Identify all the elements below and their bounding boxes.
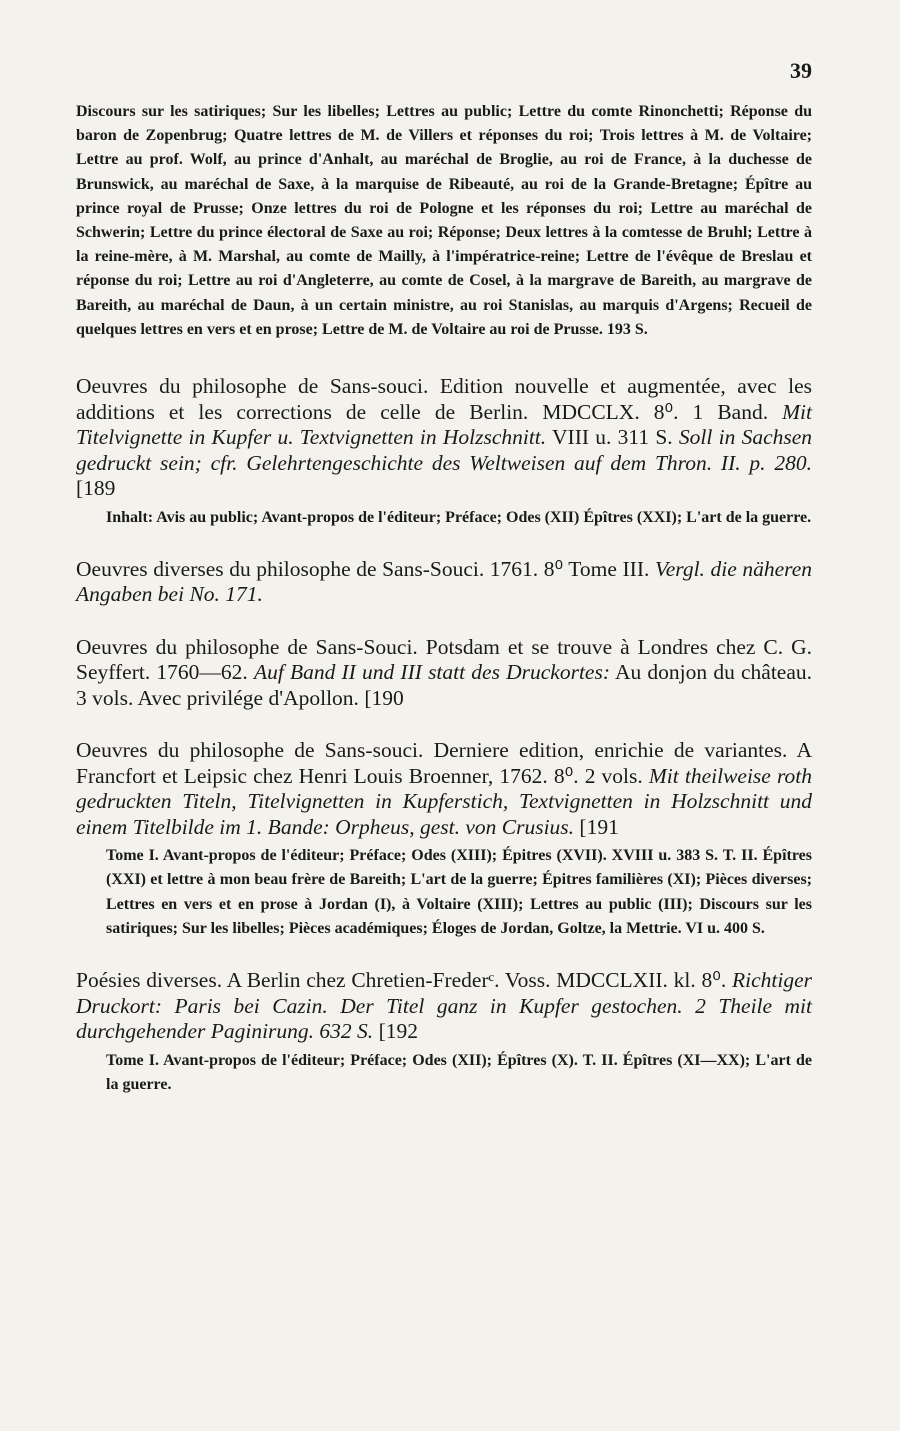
entry-191-contents: Tome I. Avant-propos de l'éditeur; Préface; Odes (XIII); Épitres (XVII). XVIII u. 383 S. T. II. Épîtres (XXI) et lettre à mon beau frère de Bareith; L'art de la guerre; Épitres familières (XI); Pièces diverses; Lettres en vers et en prose à Jordan (I), à Voltaire (XIII); Lettres au public (III); Discours sur les satiriques; Sur les libelles; Pièces académiques; Éloges de Jordan, Goltze, la Mettrie. VI u. 400 S.	[106, 847, 812, 937]
contents-text: Discours sur les satiriques; Sur les libelles; Lettres au public; Lettre du comte Rinonchetti; Réponse du baron de Zopenbrug; Quatre lettres de M. de Villers et réponses du roi; Trois lettres à M. de Voltaire; Lettre au prof. Wolf, au prince d'Anhalt, au maréchal de Broglie, au roi de France, à la duchesse de Brunswick, au maréchal de Saxe, à la marquise de Ribeauté, au roi de la Grande-Bretagne; Épître au prince royal de Prusse; Onze lettres du roi de Pologne et les réponses du roi; Lettre au maréchal de Schwerin; Lettre du prince électoral de Saxe au roi; Réponse; Deux lettres à la comtesse de Bruhl; Lettre à la reine-mère, à M. Marshal, au comte de Mailly, à l'impératrice-reine; Lettre de l'évêque de Breslau et réponse du roi; Lettre au roi d'Angleterre, au comte de Cosel, à la margrave de Bareith, au margrave de Bareith, au maréchal de Daun, à un certain ministre, au roi Stanislas, au marquis d'Argens; Recueil de quelques lettres en vers et en prose; Lettre de M. de Voltaire au roi de Prusse. 193 S.	[76, 103, 812, 338]
entry-189	[76, 374, 812, 502]
entry-192	[76, 968, 812, 1045]
entry-190-number: [190	[364, 685, 404, 710]
entry-192-note: Richtiger Druckort: Paris bei Cazin. Der Titel ganz in Kupfer gestochen. 2 Theile mit durchgehender Paginirung. 632 S.	[76, 968, 812, 1044]
entry-190-title: Oeuvres du philosophe de Sans-Souci. Potsdam et se trouve à Londres chez C. G. Seyffert. 1760—62.	[76, 634, 812, 685]
entry-191-number: [191	[579, 814, 619, 839]
entry-tome-3	[76, 557, 812, 608]
entry-189-pages: VIII u. 311 S.	[552, 425, 673, 450]
entry-tome-3-title: Oeuvres diverses du philosophe de Sans-Souci. 1761. 8⁰ Tome III.	[76, 556, 650, 581]
entry-191-title: Oeuvres du philosophe de Sans-souci. Derniere edition, enrichie de variantes. A Francfort et Leipsic chez Henri Louis Broenner, 1762. 8⁰. 2 vols.	[76, 738, 812, 788]
entry-189-note: Mit Titelvignette in Kupfer u. Textvignetten in Holzschnitt.	[76, 399, 812, 450]
entry-190	[76, 635, 812, 712]
contents-paragraph	[76, 100, 812, 342]
entry-191-note: Mit theilweise roth gedruckten Titeln, Titelvignetten in Kupferstich, Textvignetten in Holzschnitt und einem Titelbilde im 1. Bande: Orpheus, gest. von Crusius.	[76, 763, 812, 839]
entry-191	[76, 738, 812, 840]
entry-190-imprint: Au donjon du château. 3 vols. Avec privilége d'Apollon.	[76, 660, 813, 710]
entry-190-note: Auf Band II und III statt des Druckortes:	[253, 660, 610, 685]
entry-189-title: Oeuvres du philosophe de Sans-souci. Edition nouvelle et augmentée, avec les additions et les corrections de celle de Berlin. MDCCLX. 8⁰. 1 Band.	[76, 374, 812, 424]
entry-192-number: [192	[378, 1019, 418, 1044]
entry-189-contents: Inhalt: Avis au public; Avant-propos de l'éditeur; Préface; Odes (XII) Épîtres (XXI); L'art de la guerre.	[106, 508, 812, 526]
entry-189-number: [189	[76, 476, 116, 501]
page-number: 39	[790, 58, 812, 83]
entry-192-title: Poésies diverses. A Berlin chez Chretien-Frederᶜ. Voss. MDCCLXII. kl. 8⁰.	[76, 968, 727, 993]
entry-tome-3-note: Vergl. die näheren Angaben bei No. 171.	[76, 556, 812, 607]
entry-192-contents: Tome I. Avant-propos de l'éditeur; Préface; Odes (XII); Épîtres (X). T. II. Épîtres (XI—XX); L'art de la guerre.	[106, 1051, 812, 1093]
entry-189-note2: Soll in Sachsen gedruckt sein; cfr. Gelehrtengeschichte des Weltweisen auf dem Thron. II. p. 280.	[76, 425, 813, 475]
